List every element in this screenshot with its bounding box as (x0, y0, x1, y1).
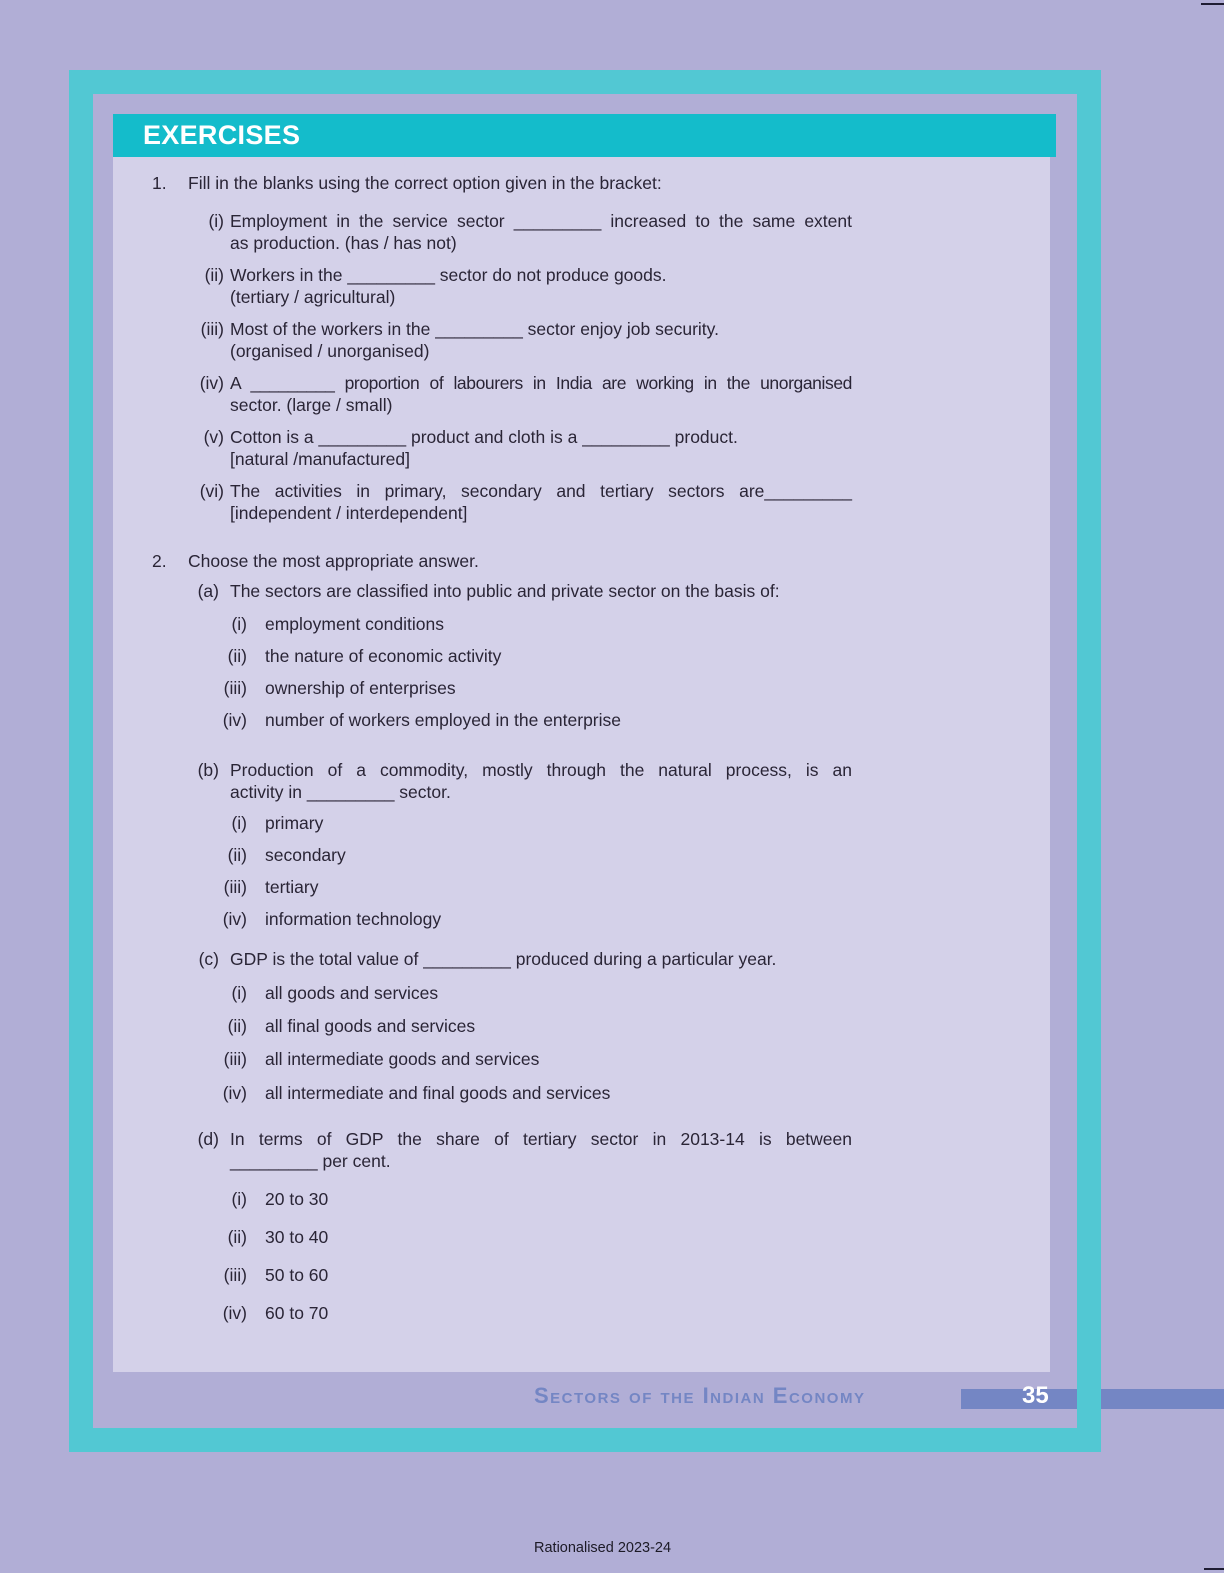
option-label: (i) (231, 614, 247, 634)
option-text: all goods and services (265, 983, 439, 1003)
item-text-line1: Workers in the _________ sector do not produce goods. (230, 265, 667, 285)
option-label: (i) (231, 1189, 247, 1209)
option-label: (iv) (222, 1303, 247, 1323)
option-text: 50 to 60 (265, 1265, 329, 1285)
option-label: (i) (231, 813, 247, 833)
part-question-line1: Production of a commodity, mostly through the natural process, is an (230, 760, 852, 780)
option-label: (iii) (223, 877, 247, 897)
question-number: 2. (152, 551, 167, 571)
question-number: 1. (152, 173, 167, 193)
item-text-line1: Most of the workers in the _________ sector enjoy job security. (230, 319, 719, 339)
item-label: (ii) (204, 265, 224, 285)
rationalised-note: Rationalised 2023-24 (534, 1540, 672, 1556)
item-text-line1: A _________ proportion of labourers in India are working in the unorganised (230, 373, 852, 393)
page-number: 35 (1022, 1382, 1049, 1409)
item-text-line2: [independent / interdependent] (230, 503, 468, 523)
option-label: (iii) (223, 678, 247, 698)
option-text: all intermediate goods and services (265, 1049, 540, 1069)
chapter-title: Sectors of the Indian Economy (534, 1383, 866, 1408)
item-text-line1: Employment in the service sector _________ increased to the same extent (230, 211, 852, 231)
item-text-line2: (tertiary / agricultural) (230, 287, 396, 307)
item-text-line2: [natural /manufactured] (230, 449, 410, 469)
option-label: (iv) (222, 1083, 247, 1103)
question-prompt: Fill in the blanks using the correct option given in the bracket: (188, 173, 662, 193)
exercises-title: EXERCISES (143, 120, 301, 150)
option-label: (ii) (227, 1016, 247, 1036)
part-question: GDP is the total value of _________ produced during a particular year. (230, 949, 777, 969)
item-label: (i) (208, 211, 224, 231)
option-label: (ii) (227, 646, 247, 666)
option-label: (iv) (222, 909, 247, 929)
option-label: (ii) (227, 845, 247, 865)
option-text: 30 to 40 (265, 1227, 329, 1247)
part-question-line2: _________ per cent. (230, 1151, 391, 1171)
option-label: (iii) (223, 1265, 247, 1285)
item-text-line2: as production. (has / has not) (230, 233, 457, 253)
exercises-header (113, 114, 1056, 157)
option-label: (ii) (227, 1227, 247, 1247)
item-label: (vi) (199, 481, 224, 501)
part-label: (c) (198, 949, 219, 969)
item-label: (iii) (200, 319, 224, 339)
option-text: all final goods and services (265, 1016, 476, 1036)
question-prompt: Choose the most appropriate answer. (188, 551, 479, 571)
option-text: ownership of enterprises (265, 678, 456, 698)
option-text: primary (265, 813, 324, 833)
item-text-line1: Cotton is a _________ product and cloth is a _________ product. (230, 427, 738, 447)
crop-mark-top (1201, 3, 1224, 5)
item-label: (v) (203, 427, 224, 447)
part-question: The sectors are classified into public and private sector on the basis of: (230, 581, 780, 601)
option-text: employment conditions (265, 614, 444, 634)
crop-mark-bottom (1204, 1568, 1224, 1570)
option-text: tertiary (265, 877, 319, 897)
option-text: 20 to 30 (265, 1189, 329, 1209)
part-label: (a) (197, 581, 219, 601)
option-text: number of workers employed in the enterprise (265, 710, 622, 730)
part-label: (d) (197, 1129, 219, 1149)
frame-stripe (1077, 1372, 1101, 1452)
option-text: all intermediate and final goods and services (265, 1083, 611, 1103)
part-question-line2: activity in _________ sector. (230, 782, 451, 802)
option-text: information technology (265, 909, 442, 929)
option-text: 60 to 70 (265, 1303, 329, 1323)
item-label: (iv) (199, 373, 224, 393)
item-text-line2: sector. (large / small) (230, 395, 393, 415)
item-text-line1: The activities in primary, secondary and tertiary sectors are_________ (230, 481, 852, 501)
option-label: (i) (231, 983, 247, 1003)
option-label: (iv) (222, 710, 247, 730)
option-text: the nature of economic activity (265, 646, 502, 666)
option-text: secondary (265, 845, 346, 865)
item-text-line2: (organised / unorganised) (230, 341, 430, 361)
part-label: (b) (197, 760, 219, 780)
part-question-line1: In terms of GDP the share of tertiary sector in 2013-14 is between (230, 1129, 852, 1149)
option-label: (iii) (223, 1049, 247, 1069)
